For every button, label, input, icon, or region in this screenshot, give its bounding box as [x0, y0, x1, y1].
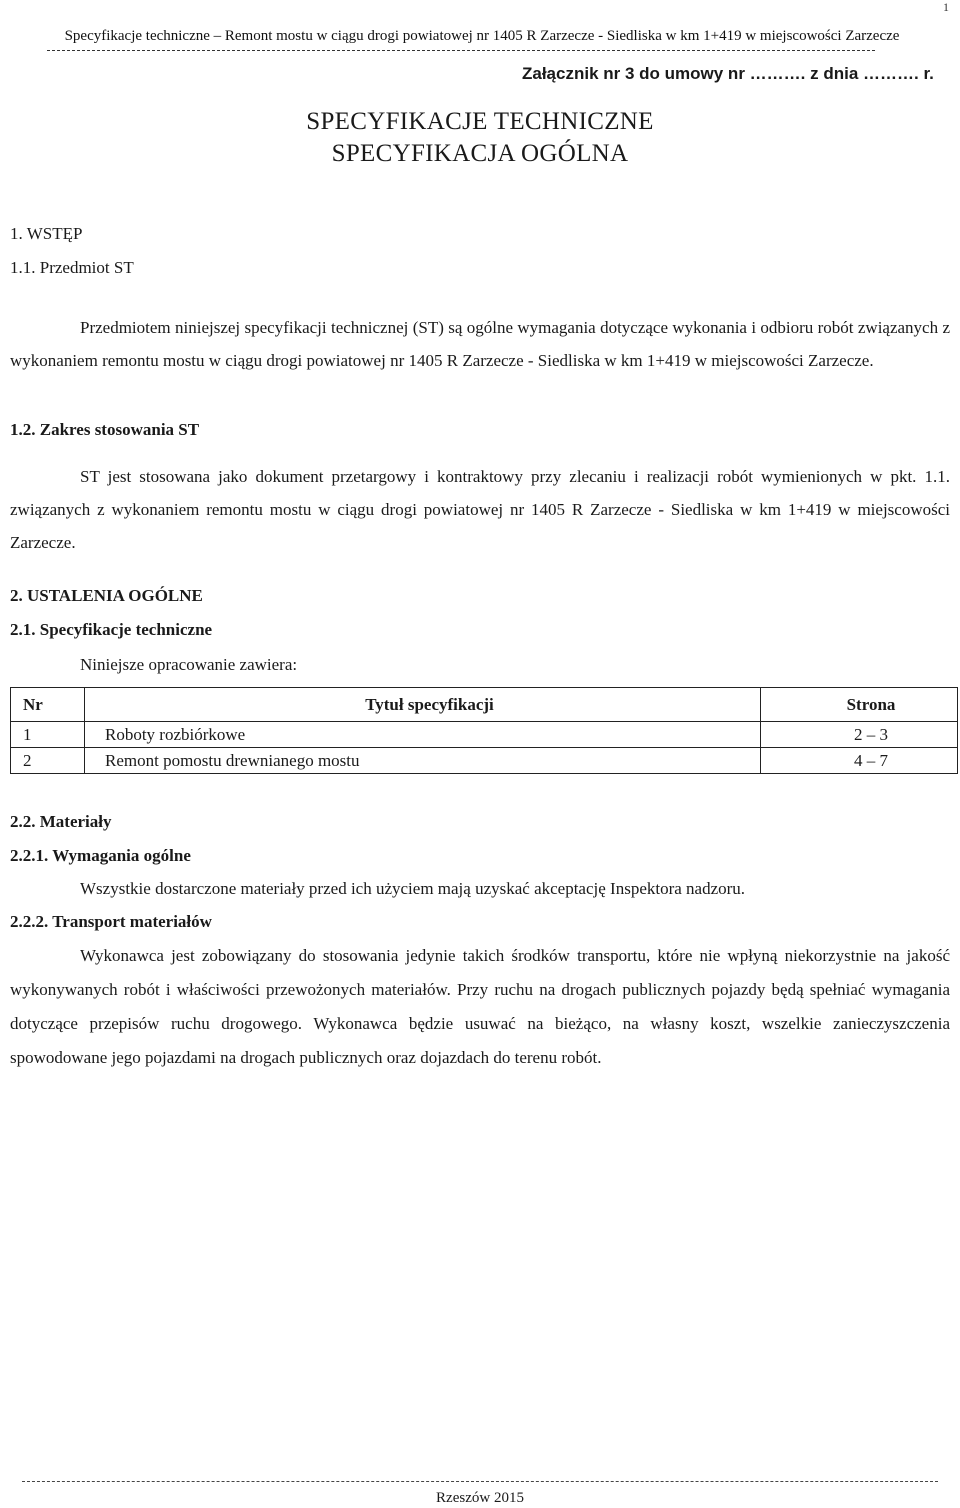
- column-header-page: Strona: [761, 688, 958, 722]
- column-header-nr: Nr: [11, 688, 85, 722]
- header-divider: [47, 50, 875, 51]
- cell-title: Remont pomostu drewnianego mostu: [85, 748, 761, 774]
- cell-nr: 2: [11, 748, 85, 774]
- cell-nr: 1: [11, 722, 85, 748]
- page-number: 1: [943, 0, 949, 14]
- footer-text: Rzeszów 2015: [436, 1490, 524, 1506]
- section-heading-1-2: 1.2. Zakres stosowania ST: [10, 420, 200, 439]
- paragraph-2-2-2: Wykonawca jest zobowiązany do stosowania jedynie takich środków transportu, które nie wpłyną niekorzystnie na jakość wykonywanych robót i właściwości przewożonych materiałów. Przy ruchu na drogach publicznych pojazdy będą spełniać wymagania dotyczące przepisów ruchu drogowego. Wykonawca będzie usuwać na bieżąco, na własny koszt, wszelkie zanieczyszczenia spowodowane jego pojazdami na drogach publicznych oraz dojazdach do terenu robót.: [10, 946, 950, 1067]
- section-heading-2-2-1: 2.2.1. Wymagania ogólne: [10, 846, 191, 865]
- section-heading-2-2-2: 2.2.2. Transport materiałów: [10, 912, 212, 931]
- cell-page: 2 – 3: [761, 722, 958, 748]
- paragraph-2-1: Niniejsze opracowanie zawiera:: [80, 655, 298, 674]
- paragraph-2-2-1: Wszystkie dostarczone materiały przed ich użyciem mają uzyskać akceptację Inspektora nadzoru.: [80, 879, 746, 898]
- attachment-note: Załącznik nr 3 do umowy nr ………. z dnia ………. r.: [522, 64, 934, 83]
- paragraph-1-1: Przedmiotem niniejszej specyfikacji technicznej (ST) są ogólne wymagania dotyczące wykonania i odbioru robót związanych z wykonaniem remontu mostu w ciągu drogi powiatowej nr 1405 R Zarzecze - Siedliska w km 1+419 w miejscowości Zarzecze.: [10, 318, 950, 370]
- table-row: [11, 722, 958, 748]
- cell-title: Roboty rozbiórkowe: [85, 722, 761, 748]
- table-row: [11, 748, 958, 774]
- table-header-row: [11, 688, 958, 722]
- section-heading-1: 1. WSTĘP: [10, 224, 83, 243]
- section-heading-1-1: 1.1. Przedmiot ST: [10, 258, 134, 277]
- document-title: SPECYFIKACJE TECHNICZNE: [306, 108, 654, 135]
- section-heading-2-1: 2.1. Specyfikacje techniczne: [10, 620, 213, 639]
- column-header-title: Tytuł specyfikacji: [85, 688, 761, 722]
- footer-divider: [22, 1481, 938, 1482]
- running-header: Specyfikacje techniczne – Remont mostu w ciągu drogi powiatowej nr 1405 R Zarzecze - Siedliska w km 1+419 w miejscowości Zarzecze: [64, 28, 900, 44]
- specification-table: [10, 687, 958, 774]
- document-subtitle: SPECYFIKACJA OGÓLNA: [331, 140, 629, 167]
- section-heading-2-2: 2.2. Materiały: [10, 812, 112, 831]
- section-heading-2: 2. USTALENIA OGÓLNE: [10, 586, 203, 605]
- cell-page: 4 – 7: [761, 748, 958, 774]
- paragraph-1-2: ST jest stosowana jako dokument przetargowy i kontraktowy przy zlecaniu i realizacji robót wymienionych w pkt. 1.1. związanych z wykonaniem remontu mostu w ciągu drogi powiatowej nr 1405 R Zarzecze - Siedliska w km 1+419 w miejscowości Zarzecze.: [10, 467, 950, 552]
